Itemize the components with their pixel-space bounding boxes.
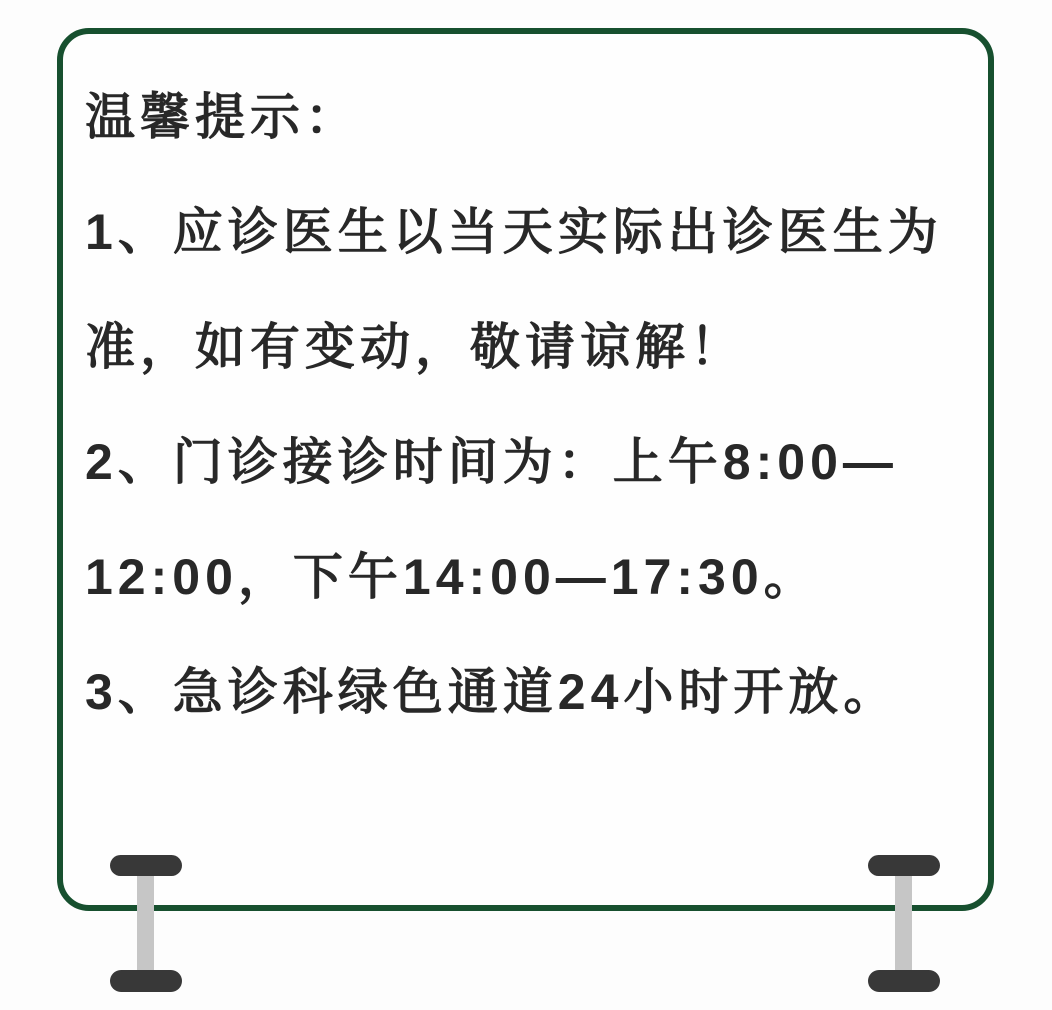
leg-bottom-cap <box>110 970 182 992</box>
leg-top-cap <box>868 855 940 876</box>
notice-title: 温馨提示： <box>85 89 360 145</box>
notice-content <box>63 34 988 750</box>
leg-shaft <box>895 866 912 982</box>
notice-line-4: 12:00，下午14:00—17:30。 <box>85 549 819 605</box>
leg-top-cap <box>110 855 182 876</box>
stand-leg-right <box>868 855 940 992</box>
notice-line-5: 3、急诊科绿色通道24小时开放。 <box>85 664 899 720</box>
leg-bottom-cap <box>868 970 940 992</box>
notice-line-1: 1、应诊医生以当天实际出诊医生为 <box>85 204 943 260</box>
notice-line-2: 准，如有变动，敬请谅解！ <box>85 319 745 375</box>
stand-leg-left <box>110 855 182 992</box>
notice-board <box>57 28 994 911</box>
leg-shaft <box>137 866 154 982</box>
notice-line-3: 2、门诊接诊时间为：上午8:00— <box>85 434 898 490</box>
